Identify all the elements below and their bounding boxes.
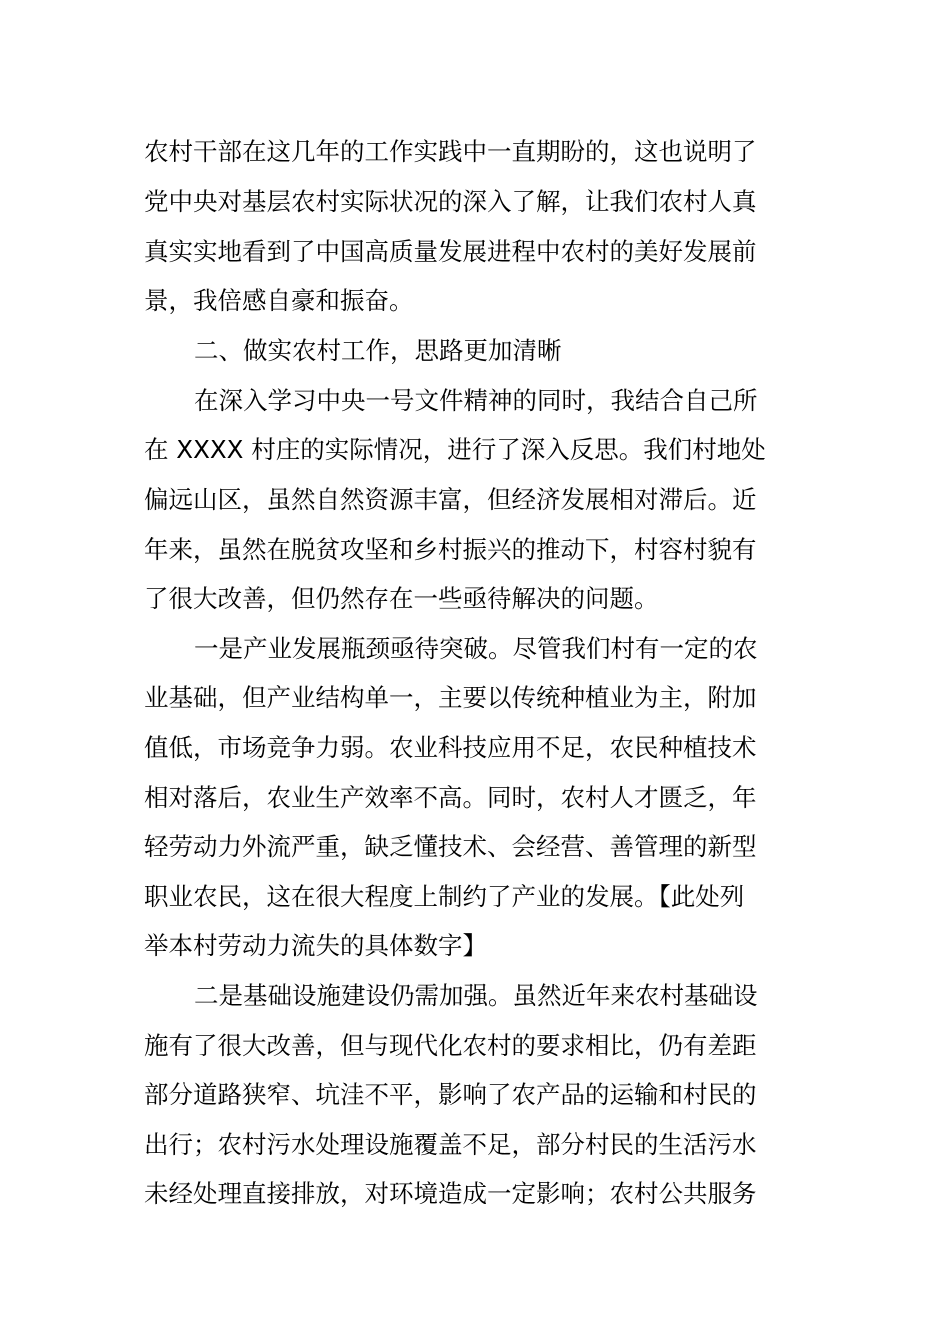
section-heading: 二、做实农村工作，思路更加清晰: [194, 336, 562, 365]
paragraph-line: 职业农民，这在很大程度上制约了产业的发展。【此处列: [144, 882, 745, 911]
paragraph-line: 年来，虽然在脱贫攻坚和乡村振兴的推动下，村容村貌有: [144, 535, 757, 564]
paragraph-line: 农村干部在这几年的工作实践中一直期盼的，这也说明了: [144, 137, 757, 166]
paragraph-line: 景，我倍感自豪和振奋。: [144, 286, 414, 315]
paragraph-line: 一是产业发展瓶颈亟待突破。尽管我们村有一定的农: [194, 634, 758, 663]
paragraph-line: 未经处理直接排放，对环境造成一定影响；农村公共服务: [144, 1179, 757, 1208]
paragraph-line: 相对落后，农业生产效率不高。同时，农村人才匮乏，年: [144, 783, 757, 812]
paragraph-line: 偏远山区，虽然自然资源丰富，但经济发展相对滞后。近: [144, 485, 757, 514]
paragraph-line: 业基础，但产业结构单一，主要以传统种植业为主，附加: [144, 683, 757, 712]
paragraph-line: 在深入学习中央一号文件精神的同时，我结合自己所: [194, 386, 758, 415]
paragraph-line: 出行；农村污水处理设施覆盖不足，部分村民的生活污水: [144, 1130, 757, 1159]
paragraph-line: 施有了很大改善，但与现代化农村的要求相比，仍有差距: [144, 1031, 757, 1060]
paragraph-line: 值低，市场竞争力弱。农业科技应用不足，农民种植技术: [144, 733, 757, 762]
paragraph-line: 党中央对基层农村实际状况的深入了解，让我们农村人真: [144, 187, 757, 216]
paragraph-line: 部分道路狭窄、坑洼不平，影响了农产品的运输和村民的: [144, 1080, 757, 1109]
paragraph-line: 轻劳动力外流严重，缺乏懂技术、会经营、善管理的新型: [144, 832, 757, 861]
paragraph-line: 在 XXXX 村庄的实际情况，进行了深入反思。我们村地处: [144, 435, 766, 464]
paragraph-line: 举本村劳动力流失的具体数字】: [144, 931, 487, 960]
paragraph-line: 真实实地看到了中国高质量发展进程中农村的美好发展前: [144, 237, 757, 266]
paragraph-line: 了很大改善，但仍然存在一些亟待解决的问题。: [144, 584, 659, 613]
paragraph-line: 二是基础设施建设仍需加强。虽然近年来农村基础设: [194, 981, 758, 1010]
